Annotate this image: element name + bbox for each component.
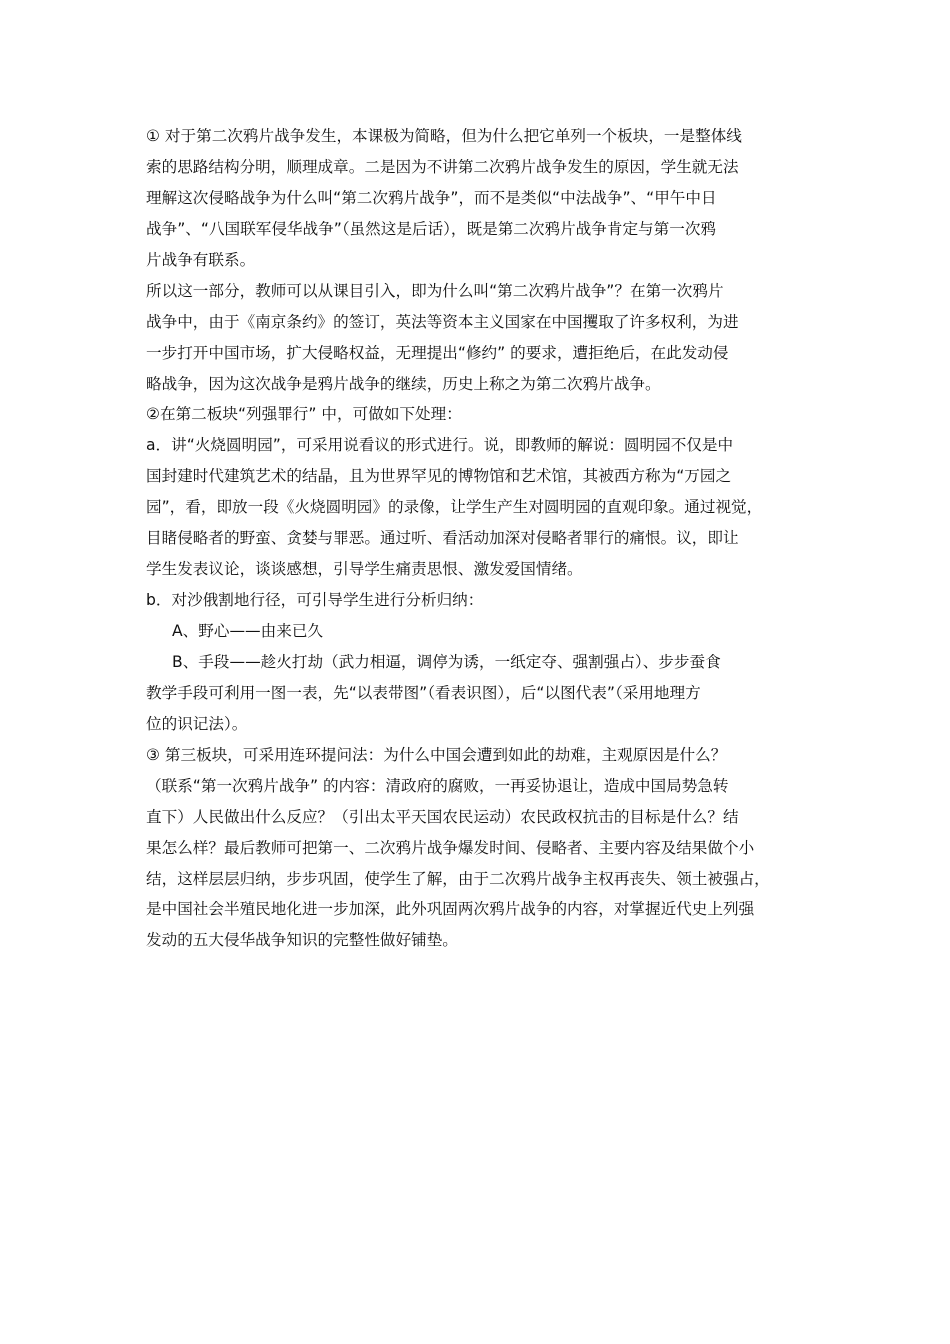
text-line: 片战争有联系。	[146, 250, 256, 269]
text-line: 园”，看，即放一段《火烧圆明园》的录像，让学生产生对圆明园的直观印象。通过视觉，	[146, 498, 763, 517]
text-line: 索的思路结构分明，顺理成章。二是因为不讲第二次鸦片战争发生的原因，学生就无法	[146, 157, 739, 176]
text-line: 略战争，因为这次战争是鸦片战争的继续，历史上称之为第二次鸦片战争。	[146, 374, 661, 393]
text-line: 战争”、“八国联军侵华战争”（虽然这是后话），既是第二次鸦片战争肯定与第一次鸦	[146, 219, 717, 238]
text-line: 位的识记法）。	[146, 714, 248, 733]
text-line: 发动的五大侵华战争知识的完整性做好铺垫。	[146, 931, 458, 950]
text-line: ③ 第三板块，可采用连环提问法：为什么中国会遭到如此的劫难，主观原因是什么？	[146, 745, 727, 764]
text-line: 所以这一部分，教师可以从课目引入，即为什么叫“第二次鸦片战争”？在第一次鸦片	[146, 281, 724, 300]
text-line: ① 对于第二次鸦片战争发生，本课极为简略，但为什么把它单列一个板块，一是整体线	[146, 127, 742, 145]
text-line: 目睹侵略者的野蛮、贪婪与罪恶。通过听、看活动加深对侵略者罪行的痛恨。议，即让	[146, 529, 739, 548]
text-line: a．讲“火烧圆明园”，可采用说看议的形式进行。说，即教师的解说：圆明园不仅是中	[146, 436, 734, 455]
body-text	[146, 121, 826, 956]
text-line: 理解这次侵略战争为什么叫“第二次鸦片战争”，而不是类似“中法战争”、“甲午中日	[146, 188, 717, 207]
text-line: 教学手段可利用一图一表，先“以表带图”（看表识图），后“以图代表”（采用地理方	[146, 683, 701, 702]
text-line: ②在第二板块“列强罪行” 中，可做如下处理：	[146, 405, 462, 424]
text-line: 是中国社会半殖民地化进一步加深，此外巩固两次鸦片战争的内容，对掌握近代史上列强	[146, 900, 755, 919]
text-line: （联系“第一次鸦片战争” 的内容：清政府的腐败，一再妥协退让，造成中国局势急转	[146, 776, 729, 795]
text-line: B、手段——趁火打劫（武力相逼，调停为诱，一纸定夺、强割强占）、步步蚕食	[172, 652, 721, 671]
text-line: 学生发表议论，谈谈感想，引导学生痛责思恨、激发爱国情绪。	[146, 560, 583, 579]
text-line: A、野心——由来已久	[172, 622, 324, 640]
text-line: 直下）人民做出什么反应？（引出太平天国农民运动）农民政权抗击的目标是什么？结	[146, 807, 739, 826]
text-line: 国封建时代建筑艺术的结晶，且为世界罕见的博物馆和艺术馆，其被西方称为“万园之	[146, 467, 732, 486]
text-line: b．对沙俄割地行径，可引导学生进行分析归纳：	[146, 591, 484, 610]
text-line: 战争中，由于《南京条约》的签订，英法等资本主义国家在中国攫取了许多权利，为进	[146, 312, 739, 331]
text-line: 一步打开中国市场，扩大侵略权益，无理提出“修约” 的要求，遭拒绝后，在此发动侵	[146, 343, 729, 362]
text-line: 果怎么样？最后教师可把第一、二次鸦片战争爆发时间、侵略者、主要内容及结果做个小	[146, 838, 755, 857]
text-line: 结，这样层层归纳，步步巩固，使学生了解，由于二次鸦片战争主权再丧失、领土被强占，	[146, 869, 770, 888]
